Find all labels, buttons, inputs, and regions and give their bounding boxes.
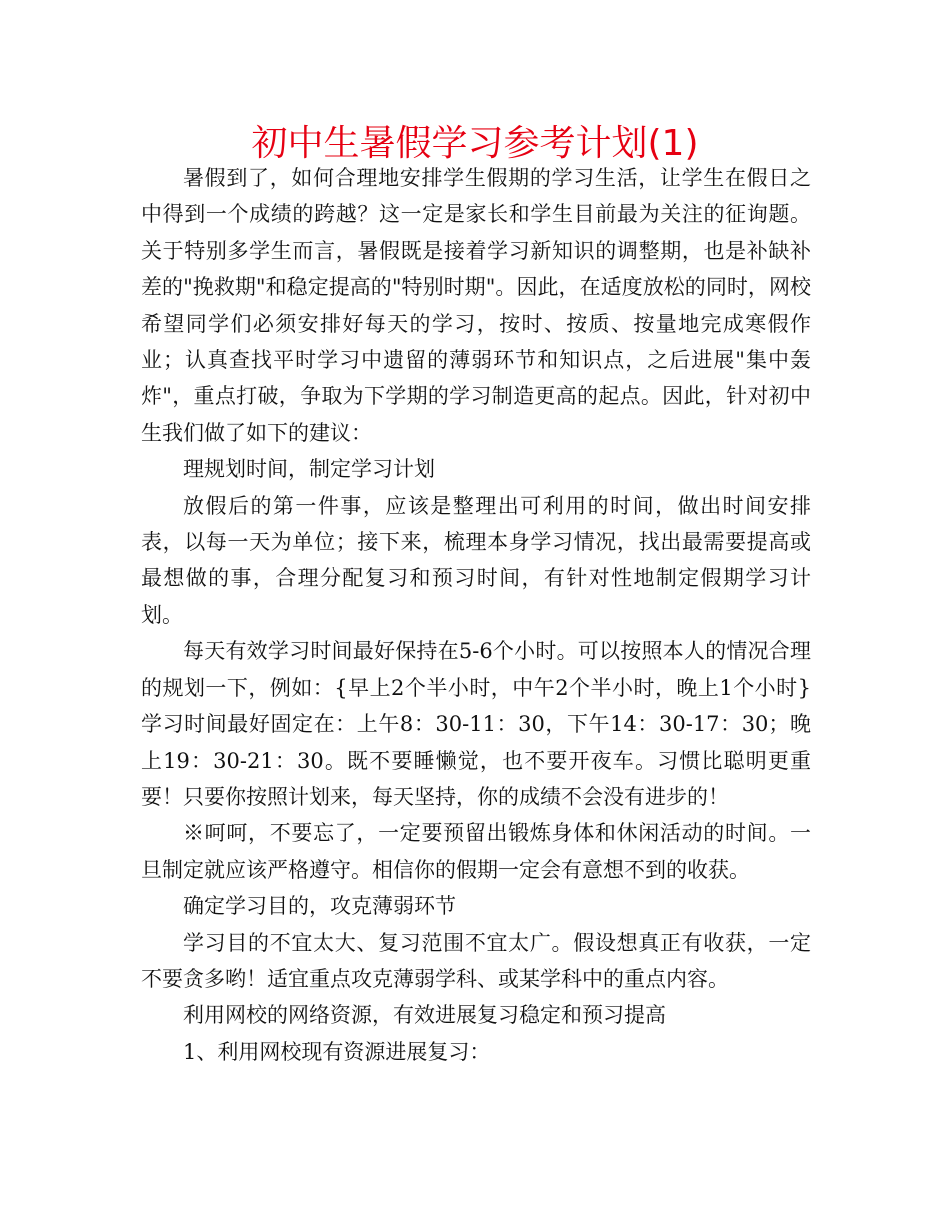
- paragraph-note: ※呵呵，不要忘了，一定要预留出锻炼身体和休闲活动的时间。一旦制定就应该严格遵守。相信你的假期一定会有意想不到的收获。: [141, 821, 811, 882]
- document-body: [141, 160, 811, 1070]
- list-item-review: 1、利用网校现有资源进展复习：: [183, 1039, 491, 1064]
- paragraph-schedule: 放假后的第一件事，应该是整理出可利用的时间，做出时间安排表，以每一天为单位；接下来，梳理本身学习情况，找出最需要提高或最想做的事，合理分配复习和预习时间，有针对性地制定假期学习计划。: [141, 493, 811, 627]
- heading-goals: 确定学习目的，攻克薄弱环节: [183, 894, 456, 919]
- document-title: 初中生暑假学习参考计划(1): [251, 123, 699, 164]
- paragraph-goals: 学习目的不宜太大、复习范围不宜太广。假设想真正有收获，一定不要贪多哟！适宜重点攻克薄弱学科、或某学科中的重点内容。: [141, 930, 811, 991]
- heading-resources: 利用网校的网络资源，有效进展复习稳定和预习提高: [183, 1003, 666, 1028]
- heading-plan-time: 理规划时间，制定学习计划: [183, 457, 435, 482]
- paragraph-study-hours: 每天有效学习时间最好保持在5-6个小时。可以按照本人的情况合理的规划一下，例如：{早上2个半小时，中午2个半小时，晚上1个小时}学习时间最好固定在：上午8：30-11：30，下午14：30-17：30；晚上19：30-21：30。既不要睡懒觉，也不要开夜车。习惯比聪明更重要！只要你按照计划来，每天坚持，你的成绩不会没有进步的！: [141, 639, 811, 809]
- paragraph-intro: 暑假到了，如何合理地安排学生假期的学习生活，让学生在假日之中得到一个成绩的跨越？这一定是家长和学生目前最为关注的征询题。关于特别多学生而言，暑假既是接着学习新知识的调整期，也是补缺补差的"挽救期"和稳定提高的"特别时期"。因此，在适度放松的同时，网校希望同学们必须安排好每天的学习，按时、按质、按量地完成寒假作业；认真查找平时学习中遗留的薄弱环节和知识点，之后进展"集中轰炸"，重点打破，争取为下学期的学习制造更高的起点。因此，针对初中生我们做了如下的建议：: [141, 166, 811, 445]
